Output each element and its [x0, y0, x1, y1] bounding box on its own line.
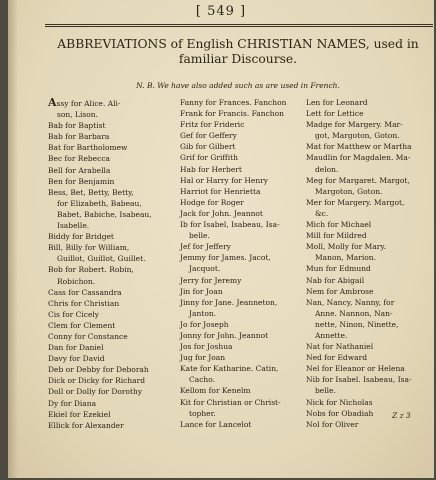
entry: Hal or Harry for Henry [180, 175, 268, 185]
drop-cap: A [48, 96, 57, 109]
signature-mark: Z z 3 [392, 411, 411, 420]
entry: Madge for Margery. Mar- [306, 120, 403, 130]
entry: belle. [315, 386, 336, 396]
entry: Grif for Griffith [180, 153, 238, 163]
entry: Nel for Eleanor or Helena [306, 364, 405, 374]
entry: Hab for Herbert [180, 164, 242, 174]
entry: Jo for Joseph [180, 319, 229, 329]
note-line: N. B. We have also added such as are used in French. [136, 81, 340, 90]
entry-text: ssy for Alice. Ali- [56, 99, 121, 108]
entry: Cass for Cassandra [48, 287, 122, 297]
entry: Jinny for Jane. Jeanneton, [180, 297, 278, 307]
entry: Kit for Christian or Christ- [180, 397, 281, 407]
page-number: [ 549 ] [195, 4, 247, 19]
entry: topher. [189, 408, 216, 418]
entry: Biddy for Bridget [48, 232, 114, 242]
entry: Margoton, Goton. [315, 186, 383, 196]
entry: Jef for Jeffery [180, 242, 231, 252]
entry: Nem for Ambrose [306, 286, 374, 296]
entry: Annette. [315, 330, 348, 340]
entry: Davy for David [48, 354, 105, 364]
entry: Maudlin for Magdalen. Ma- [306, 153, 411, 163]
entry: Jos for Joshua [180, 342, 233, 352]
entry: Cacho. [189, 375, 216, 385]
entry [48, 97, 176, 109]
entry: Kellom for Kenelm [180, 386, 251, 396]
entry: Jemmy for James. Jacot, [180, 253, 271, 263]
entry: Mer for Margery. Margot, [306, 197, 405, 207]
entry: son, Lison. [57, 110, 98, 120]
entry: Harriot for Henrietta [180, 186, 261, 196]
entry: Nobs for Obadiah [306, 408, 374, 418]
entry: Ellick for Alexander [48, 420, 124, 430]
entry: Hodge for Roger [180, 197, 244, 207]
entry: Dan for Daniel [48, 343, 104, 353]
entry: Bill, Billy for William, [48, 243, 130, 253]
entry: Mich for Michael [306, 220, 372, 230]
entry: Ned for Edward [306, 353, 367, 363]
entry: got, Margoton, Goton. [315, 131, 400, 141]
entry: Bob for Robert. Robin, [48, 265, 134, 275]
entry: Mill for Mildred [306, 231, 367, 241]
entry: Bab for Baptist [48, 121, 106, 131]
entry: Meg for Margaret. Margot, [306, 175, 410, 185]
header-rule-thin [45, 26, 433, 27]
entry: Kate for Katharine. Catin, [180, 364, 279, 374]
entry: Jug for Joan [180, 353, 226, 363]
entry: Bec for Rebecca [48, 154, 110, 164]
entry: Doll or Dolly for Dorothy [48, 387, 143, 397]
book-page [8, 0, 434, 478]
entry: Ekiel for Ezekiel [48, 409, 111, 419]
entry: Fritz for Frideric [180, 120, 245, 130]
entry: Mun for Edmund [306, 264, 371, 274]
entry: Robichon. [57, 276, 96, 286]
entry: Nat for Nathaniel [306, 342, 374, 352]
entry: Dy for Diana [48, 398, 97, 408]
entry: Lance for Lancelot [180, 419, 252, 429]
entry: Bess, Bet, Betty, Betty, [48, 187, 134, 197]
entry: Janton. [189, 308, 217, 318]
entry: Ib for Isabel, Isabeau, Isa- [180, 220, 280, 230]
entry: Nan, Nancy, Nanny, for [306, 297, 395, 307]
entry: Cis for Cicely [48, 309, 100, 319]
entry: Bell for Arabella [48, 165, 111, 175]
entry: Nib for Isabel. Isabeau, Isa- [306, 375, 412, 385]
entry: Jin for Joan [180, 286, 223, 296]
entry: nette, Ninon, Ninette, [315, 319, 399, 329]
entry: Bat for Bartholomew [48, 143, 128, 153]
entry: Guillot, Guillot, Guillet. [57, 254, 146, 264]
entry: Deb or Debby for Deborah [48, 365, 149, 375]
entry: Clem for Clement [48, 320, 116, 330]
entry: for Elizabeth, Babeau, [57, 198, 142, 208]
entry: Nick for Nicholas [306, 397, 373, 407]
entry: Anne. Nannon, Nan- [315, 308, 393, 318]
column-2 [180, 97, 300, 430]
entry: Jonny for John. Jeannot [180, 330, 269, 340]
entry: Lett for Lettice [306, 109, 364, 119]
entry: Nol for Oliver [306, 419, 359, 429]
entry: Moll, Molly for Mary. [306, 242, 386, 252]
entry: Fanny for Frances. Fanchon [180, 98, 287, 107]
entry: Gib for Gilbert [180, 142, 236, 152]
entry: Manon, Marion. [315, 253, 376, 263]
entry: belle. [189, 231, 210, 241]
entry: Isabelle. [57, 221, 90, 231]
entry: Jacquot. [189, 264, 221, 274]
entry: delon. [315, 164, 339, 174]
entry: Len for Leonard [306, 98, 368, 107]
entry: Mat for Matthew or Martha [306, 142, 412, 152]
column-3 [306, 97, 432, 430]
page-title: ABBREVIATIONS of English CHRISTIAN NAMES, used in familiar Discourse. [57, 37, 419, 66]
entry: Frank for Francis. Fanchon [180, 109, 284, 119]
column-1 [48, 97, 176, 431]
page-gutter-shadow [8, 0, 18, 478]
entry: Nab for Abigail [306, 275, 365, 285]
entry: &c. [315, 208, 329, 218]
entry: Bab for Barbara [48, 132, 110, 142]
entry: Dick or Dicky for Richard [48, 376, 145, 386]
entry: Ben for Benjamin [48, 176, 115, 186]
entry: Jack for John. Jeannot [180, 208, 263, 218]
entry: Babet, Babiche, Isabeau, [57, 209, 152, 219]
entry: Jerry for Jeremy [180, 275, 242, 285]
entry: Conny for Constance [48, 331, 128, 341]
header-rule [45, 24, 433, 25]
entry: Chris for Christian [48, 298, 120, 308]
entry: Gef for Geffery [180, 131, 237, 141]
